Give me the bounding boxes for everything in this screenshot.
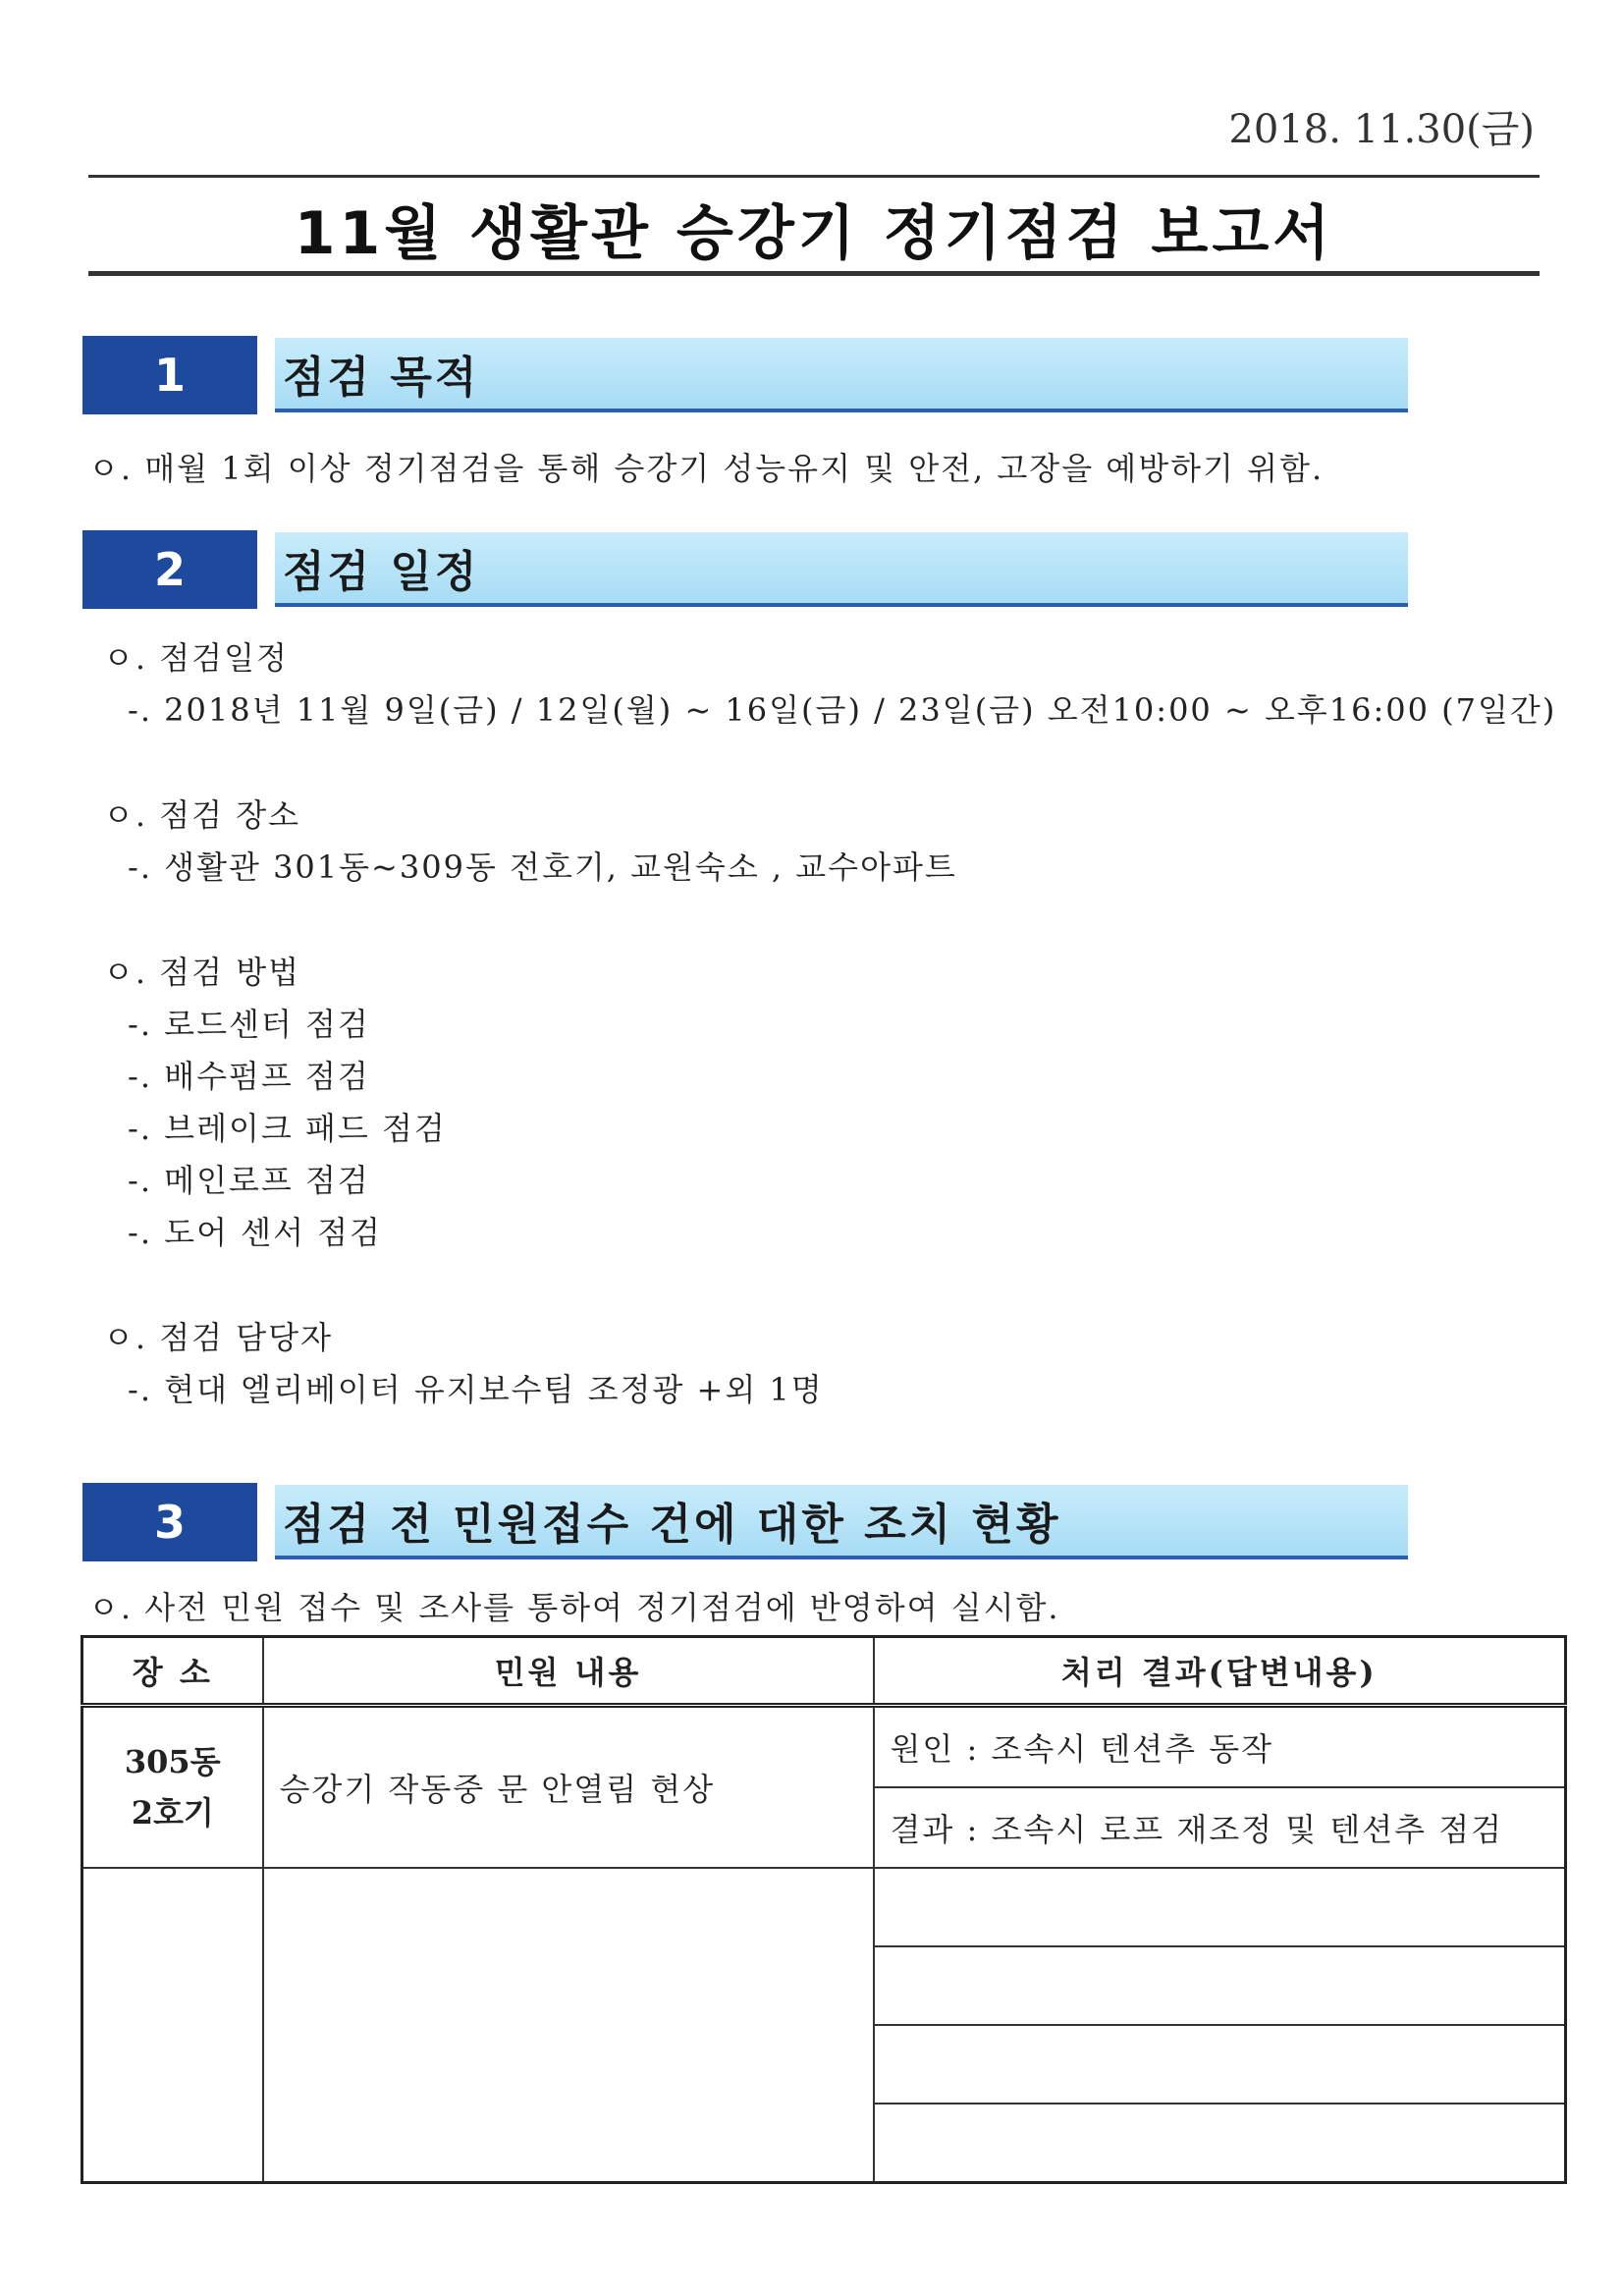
place-cell bbox=[82, 1706, 263, 1869]
header-complaint: 민원 내용 bbox=[263, 1637, 874, 1706]
method-item: -. 도어 센서 점검 bbox=[128, 1214, 382, 1251]
location-heading: ㅇ. 점검 장소 bbox=[103, 796, 301, 834]
section-1-header bbox=[82, 336, 1408, 414]
section-3-header bbox=[82, 1483, 1408, 1561]
method-item: -. 로드센터 점검 bbox=[128, 1006, 370, 1043]
place-unit: 2호기 bbox=[131, 1794, 214, 1831]
title-top-rule bbox=[88, 175, 1540, 178]
empty-result-cell bbox=[874, 1868, 1566, 1946]
method-heading: ㅇ. 점검 방법 bbox=[103, 954, 301, 991]
report-date: 2018. 11.30(금) bbox=[1228, 107, 1535, 152]
complaint-cell: 승강기 작동중 문 안열림 현상 bbox=[263, 1706, 874, 1869]
section-number: 2 bbox=[82, 530, 257, 609]
method-item: -. 배수펌프 점검 bbox=[128, 1058, 370, 1095]
title-bottom-rule bbox=[88, 271, 1540, 276]
empty-complaint-cell bbox=[263, 1868, 874, 2183]
document-title: 11월 생활관 승강기 정기점검 보고서 bbox=[294, 199, 1334, 268]
empty-result-cell bbox=[874, 2104, 1566, 2183]
complaints-table bbox=[81, 1635, 1567, 2184]
section-2-header bbox=[82, 530, 1408, 609]
schedule-heading: ㅇ. 점검일정 bbox=[103, 639, 289, 677]
location-line: -. 생활관 301동~309동 전호기, 교원숙소 , 교수아파트 bbox=[128, 848, 957, 886]
section-title: 점검 전 민원접수 건에 대한 조치 현황 bbox=[275, 1485, 1408, 1559]
table-row bbox=[82, 1868, 1566, 1946]
place-building: 305동 bbox=[124, 1743, 221, 1780]
complaints-intro: ㅇ. 사전 민원 접수 및 조사를 통하여 정기점검에 반영하여 실시함. bbox=[88, 1589, 1060, 1626]
section-number: 3 bbox=[82, 1483, 257, 1561]
result-cause: 원인 : 조속시 텐션추 동작 bbox=[874, 1706, 1566, 1788]
section-title: 점검 일정 bbox=[275, 532, 1408, 607]
header-place: 장 소 bbox=[82, 1637, 263, 1706]
purpose-text: ㅇ. 매월 1회 이상 정기점검을 통해 승강기 성능유지 및 안전, 고장을 예방하기 위함. bbox=[88, 450, 1325, 487]
manager-heading: ㅇ. 점검 담당자 bbox=[103, 1319, 333, 1356]
table-row bbox=[82, 1706, 1566, 1788]
section-title: 점검 목적 bbox=[275, 338, 1408, 412]
method-item: -. 메인로프 점검 bbox=[128, 1162, 370, 1199]
table-header-row bbox=[82, 1637, 1566, 1706]
manager-line: -. 현대 엘리베이터 유지보수팀 조정광 +외 1명 bbox=[128, 1371, 824, 1408]
result-action: 결과 : 조속시 로프 재조정 및 텐션추 점검 bbox=[874, 1787, 1566, 1868]
empty-result-cell bbox=[874, 1946, 1566, 2025]
empty-result-cell bbox=[874, 2025, 1566, 2104]
section-number: 1 bbox=[82, 336, 257, 414]
schedule-line: -. 2018년 11월 9일(금) / 12일(월) ~ 16일(금) / 23일(금) 오전10:00 ~ 오후16:00 (7일간) bbox=[128, 691, 1557, 729]
empty-place-cell bbox=[82, 1868, 263, 2183]
header-result: 처리 결과(답변내용) bbox=[874, 1637, 1566, 1706]
method-item: -. 브레이크 패드 점검 bbox=[128, 1110, 447, 1147]
